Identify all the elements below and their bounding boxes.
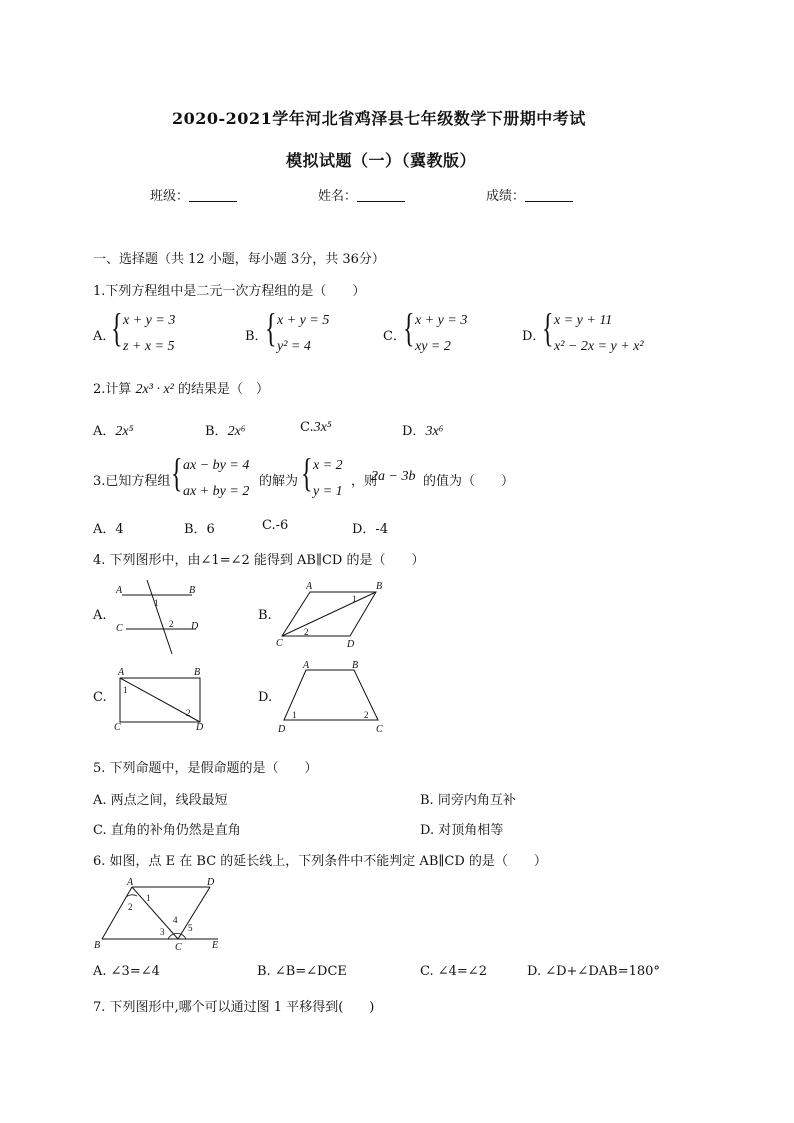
q4a-label-b: B (189, 585, 196, 596)
q3-sys1: ax − by = 4 (183, 458, 250, 473)
q2-expr: 2x³ · x² (135, 382, 174, 397)
q4d-label-c: C (376, 724, 383, 735)
q4-a-label: A. (93, 608, 107, 623)
q6-angle-2: 2 (128, 902, 133, 912)
q6-option-b: B. ∠B=∠DCE (257, 964, 347, 979)
q4d-label-b: B (352, 660, 359, 671)
q6-label-b: B (94, 940, 101, 951)
class-label: 班级： (150, 189, 190, 204)
q2-c-expr: 3x⁵ (313, 420, 332, 435)
q3-option-b: B．6 (184, 522, 215, 537)
q4d-label-d: D (278, 724, 286, 735)
q4c-label-a: A (118, 667, 125, 678)
q6-angle-4: 4 (173, 915, 178, 925)
q4d-angle-1: 1 (292, 710, 297, 720)
q1-b-eq2: y² = 4 (277, 339, 311, 354)
q1-c-label: C． (383, 329, 406, 344)
q6-angle-1: 1 (146, 893, 151, 903)
q6-option-c: C. ∠4=∠2 (420, 964, 487, 979)
q4a-label-c: C (116, 623, 123, 634)
q1-c-system (415, 308, 467, 360)
q3-sol2: y = 1 (313, 484, 343, 499)
q2-option-b (205, 420, 246, 440)
q1-a-eq2: z + x = 5 (123, 339, 175, 354)
name-blank (357, 189, 405, 202)
q4b-label-d: D (347, 639, 355, 650)
q1-b-brace: { (265, 305, 277, 350)
q2-stem (93, 378, 269, 398)
q1-d-brace: { (542, 305, 554, 350)
q2-option-c (300, 420, 332, 436)
q3-option-d: D．-4 (352, 522, 389, 537)
q3-option-c: C.-6 (262, 518, 289, 533)
score-blank (525, 189, 573, 202)
q6-label-e: E (212, 940, 219, 951)
q2-stem-b: 的结果是（ ） (178, 382, 270, 397)
q4-figure-b (272, 578, 392, 650)
q4-stem: 4. 下列图形中，由∠1=∠2 能得到 AB∥CD 的是（ ） (93, 553, 425, 568)
q3-stem-a: 3.已知方程组 (93, 474, 171, 489)
q3-stem (93, 450, 553, 505)
q4d-label-a: A (303, 660, 310, 671)
q6-line-ab (102, 887, 132, 939)
q1-d-eq1: x = y + 11 (554, 313, 613, 328)
q5-option-b: B. 同旁内角互补 (420, 793, 516, 808)
class-blank (189, 189, 237, 202)
q1-d-label: D． (522, 329, 546, 344)
q7-stem: 7. 下列图形中,哪个可以通过图 1 平移得到( ) (93, 1000, 375, 1015)
q2-d-label: D． (402, 424, 426, 439)
page-subtitle: 模拟试题（一）（冀教版） (286, 151, 477, 170)
q3-solution (313, 453, 343, 505)
q4-figure-c (112, 664, 212, 736)
q3-option-a: A．4 (93, 522, 124, 537)
q1-stem: 1.下列方程组中是二元一次方程组的是（ ） (93, 284, 366, 299)
q1-a-brace: { (111, 305, 123, 350)
q4c-angle-1: 1 (123, 685, 128, 695)
q2-b-expr: 2x⁶ (227, 424, 246, 439)
q6-label-c: C (175, 942, 182, 953)
q1-b-system (277, 308, 329, 360)
q4-c-label: C. (93, 690, 107, 705)
q4c-label-b: B (194, 667, 201, 678)
q2-d-expr: 3x⁶ (425, 424, 444, 439)
q4c-label-c: C (114, 722, 121, 733)
q5-option-a: A. 两点之间，线段最短 (93, 793, 228, 808)
q6-angle-3: 3 (160, 927, 165, 937)
q4-b-label: B. (258, 608, 272, 623)
q2-a-expr: 2x⁵ (115, 424, 134, 439)
q2-option-a (93, 420, 133, 440)
score-field (486, 185, 573, 204)
q3-system (183, 453, 249, 505)
q1-a-eq1: x + y = 3 (123, 313, 176, 328)
q4-figure-a (112, 578, 212, 658)
q1-b-eq1: x + y = 5 (277, 313, 330, 328)
name-label: 姓名： (318, 189, 358, 204)
q6-stem: 6. 如图，点 E 在 BC 的延长线上，下列条件中不能判定 AB∥CD 的是（ ） (93, 854, 547, 869)
q6-label-d: D (207, 877, 215, 888)
section-heading: 一、选择题（共 12 小题，每小题 3分，共 36分） (93, 252, 385, 267)
q1-d-eq2: x² − 2x = y + x² (554, 339, 644, 354)
q1-a-label: A． (93, 329, 116, 344)
q4a-angle-2: 2 (169, 619, 174, 629)
q2-b-label: B． (205, 424, 228, 439)
q4a-label-a: A (116, 585, 123, 596)
q4b-label-a: A (306, 581, 313, 592)
q5-option-d: D. 对顶角相等 (420, 823, 504, 838)
q4-figure-d (272, 658, 392, 738)
name-field (318, 185, 405, 204)
q6-figure (92, 874, 228, 954)
q6-line-dc (178, 887, 210, 939)
q1-c-brace: { (403, 305, 415, 350)
q2-c-label: C. (300, 420, 314, 435)
q4b-angle-2: 2 (304, 627, 309, 637)
q4-d-label: D. (258, 690, 273, 705)
q3-expr: 2a − 3b (371, 469, 416, 484)
score-label: 成绩： (486, 189, 526, 204)
q6-angle-5: 5 (188, 923, 193, 933)
q3-stem-d: 的值为（ ） (423, 474, 515, 489)
q3-stem-c: ，则 (351, 474, 378, 489)
q3-stem-b: 的解为 (259, 474, 299, 489)
q4a-angle-1: 1 (154, 598, 159, 608)
q3-sol-brace: { (301, 450, 313, 495)
q4b-angle-1: 1 (352, 594, 357, 604)
q4b-label-b: B (376, 581, 383, 592)
q1-a-system (123, 308, 175, 360)
q6-label-a: A (127, 877, 134, 888)
q5-stem: 5. 下列命题中，是假命题的是（ ） (93, 761, 318, 776)
q5-option-c: C. 直角的补角仍然是直角 (93, 823, 241, 838)
q1-d-system (554, 308, 644, 360)
class-field (150, 185, 237, 204)
q4c-label-d: D (196, 722, 204, 733)
q6-option-d: D. ∠D+∠DAB=180° (527, 964, 660, 979)
q2-a-label: A． (93, 424, 116, 439)
q1-b-label: B． (245, 329, 268, 344)
q2-stem-a: 2.计算 (93, 382, 132, 397)
q4d-angle-2: 2 (364, 710, 369, 720)
q4a-transversal (147, 580, 172, 654)
q3-sol1: x = 2 (313, 458, 343, 473)
q3-sys-brace: { (171, 450, 183, 495)
q3-sys2: ax + by = 2 (183, 484, 250, 499)
q6-option-a: A. ∠3=∠4 (93, 964, 160, 979)
page-title: 2020-2021学年河北省鸡泽县七年级数学下册期中考试 (172, 109, 586, 128)
q6-line-ac (132, 887, 178, 939)
q4b-label-c: C (276, 638, 283, 649)
q4a-label-d: D (191, 621, 199, 632)
q1-c-eq2: xy = 2 (415, 339, 451, 354)
q2-option-d (402, 420, 444, 440)
q4c-angle-2: 2 (186, 708, 191, 718)
q1-c-eq1: x + y = 3 (415, 313, 468, 328)
